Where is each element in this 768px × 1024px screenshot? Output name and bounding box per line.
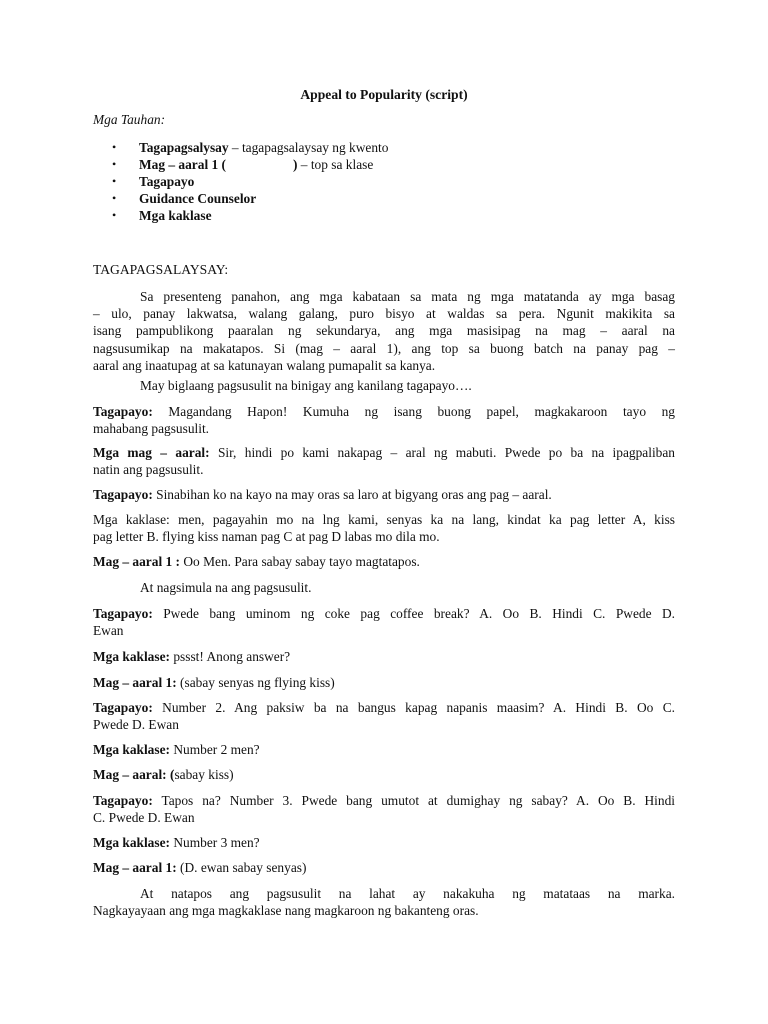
dialogue-line [93, 648, 675, 665]
bullet-icon: • [112, 140, 117, 154]
narration [93, 579, 675, 596]
dialogue-segment: natin ang pagsusulit. [93, 462, 204, 478]
cast-description: – tagapagsalaysay ng kwento [228, 140, 389, 155]
dialogue-text [93, 859, 675, 876]
paragraph-line: aaral ang inaatupag at sa katunayan walang pumapalit sa kanya. [93, 357, 436, 373]
dialogue-text [93, 674, 675, 691]
dialogue-text [93, 699, 675, 716]
cast-name: Mag – aaral 1 ( ) [139, 157, 298, 172]
dialogue-text [93, 648, 675, 665]
dialogue-line [93, 444, 675, 478]
dialogue-text [93, 766, 675, 783]
cast-description: – top sa klase [297, 157, 374, 172]
dialogue-line [93, 741, 675, 758]
dialogue-line [93, 859, 675, 876]
dialogue-line [93, 511, 675, 545]
dialogue-line [93, 403, 675, 437]
speaker-name: Mga kaklase: [93, 835, 170, 850]
dialogue-segment: (sabay senyas ng flying kiss) [176, 675, 335, 690]
dialogue-segment: Sinabihan ko na kayo na may oras sa laro at bigyang oras ang pag – aaral. [152, 487, 552, 502]
document-title: Appeal to Popularity (script) [300, 87, 468, 102]
dialogue-line [93, 792, 675, 826]
dialogue-segment: sabay kiss) [174, 767, 234, 782]
speaker-name: Tagapayo: [93, 606, 153, 621]
speaker-name: Mag – aaral: ( [93, 767, 175, 782]
dialogue-text [93, 605, 675, 622]
speaker-name: Mga kaklase: [93, 649, 170, 664]
dialogue-segment: Ewan [93, 623, 124, 639]
cast-list [112, 139, 388, 224]
cast-name: Tagapayo [139, 174, 195, 189]
narration-line: At nagsimula na ang pagsusulit. [140, 580, 312, 595]
speaker-name: Tagapayo: [93, 487, 153, 502]
cast-name: Tagapagsalysay [139, 140, 229, 155]
dialogue-segment: Tapos na? Number 3. Pwede bang umutot at dumighay ng sabay? A. Oo B. Hindi [152, 793, 675, 808]
paragraph-line: nagsusumikap na makatapos. Si (mag – aaral 1), ang top sa buong batch na panay pag – [93, 340, 675, 356]
dialogue-line [93, 553, 675, 570]
dialogue-segment: Pwede bang uminom ng coke pag coffee break? A. Oo B. Hindi C. Pwede D. [152, 606, 675, 621]
dialogue-text [93, 553, 675, 570]
bullet-icon: • [112, 157, 117, 171]
bullet-icon: • [112, 208, 117, 222]
speaker-name: Mag – aaral 1: [93, 675, 177, 690]
cast-label: Mga Tauhan: [93, 112, 166, 127]
narration-line: May biglaang pagsusulit na binigay ang kanilang tagapayo…. [140, 378, 472, 393]
bullet-icon: • [112, 174, 117, 188]
bullet-icon: • [112, 191, 117, 205]
narration [93, 377, 675, 394]
dialogue-text [93, 444, 675, 461]
dialogue-text [93, 834, 675, 851]
dialogue-text [93, 486, 675, 503]
cast-item [112, 207, 388, 224]
cast-item [112, 156, 388, 173]
dialogue-line [93, 834, 675, 851]
dialogue-line [93, 674, 675, 691]
speaker-name: Mag – aaral 1 : [93, 554, 181, 569]
cast-item [112, 173, 388, 190]
closing-paragraph [93, 885, 675, 919]
dialogue-segment: pag letter B. flying kiss naman pag C at pag D labas mo dila mo. [93, 529, 440, 545]
dialogue-segment: Mga kaklase: men, pagayahin mo na lng kami, senyas ka na lang, kindat ka pag letter A, kiss [93, 512, 675, 527]
dialogue-segment: C. Pwede D. Ewan [93, 810, 195, 826]
cast-name: Guidance Counselor [139, 191, 257, 206]
dialogue-segment: Oo Men. Para sabay sabay tayo magtatapos. [180, 554, 420, 569]
dialogue-line [93, 605, 675, 639]
dialogue-segment: Pwede D. Ewan [93, 717, 179, 733]
paragraph-line: Nagkayayaan ang mga magkaklase nang magkaroon ng bakanteng oras. [93, 903, 479, 919]
dialogue-segment: Number 2 men? [170, 742, 260, 757]
dialogue-segment: Number 2. Ang paksiw ba na bangus kapag napanis maasim? A. Hindi B. Oo C. [152, 700, 675, 715]
dialogue-segment: (D. ewan sabay senyas) [176, 860, 307, 875]
dialogue-segment: mahabang pagsusulit. [93, 421, 210, 437]
dialogue-text [93, 741, 675, 758]
cast-item [112, 190, 388, 207]
dialogue-segment: Number 3 men? [170, 835, 260, 850]
speaker-name: Tagapayo: [93, 404, 153, 419]
section-heading: TAGAPAGSALAYSAY: [93, 262, 229, 277]
speaker-name: Mag – aaral 1: [93, 860, 177, 875]
cast-item [112, 139, 388, 156]
speaker-name: Tagapayo: [93, 793, 153, 808]
paragraph-line: At natapos ang pagsusulit na lahat ay nakakuha ng matataas na marka. [140, 886, 675, 901]
dialogue-line [93, 486, 675, 503]
cast-name: Mga kaklase [139, 208, 212, 223]
dialogue-text [93, 403, 675, 420]
dialogue-line [93, 766, 675, 783]
dialogue-segment: Sir, hindi po kami nakapag – aral ng mabuti. Pwede po ba na ipagpaliban [209, 445, 675, 460]
speaker-name: Mga kaklase: [93, 742, 170, 757]
speaker-name: Tagapayo: [93, 700, 153, 715]
paragraph-line: isang pampublikong paaralan ng sekundarya, ang mga masisipag na mag – aaral na [93, 323, 675, 339]
intro-paragraph [93, 288, 675, 374]
dialogue-line [93, 699, 675, 733]
dialogue-segment: pssst! Anong answer? [170, 649, 291, 664]
paragraph-line: Sa presenteng panahon, ang mga kabataan sa mata ng mga matatanda ay mga basag [140, 289, 675, 304]
paragraph-line: – ulo, panay lakwatsa, walang galang, puro bisyo at waldas sa pera. Ngunit makikita sa [93, 306, 675, 322]
dialogue-segment: Magandang Hapon! Kumuha ng isang buong papel, magkakaroon tayo ng [152, 404, 675, 419]
speaker-name: Mga mag – aaral: [93, 445, 210, 460]
dialogue-text [93, 792, 675, 809]
